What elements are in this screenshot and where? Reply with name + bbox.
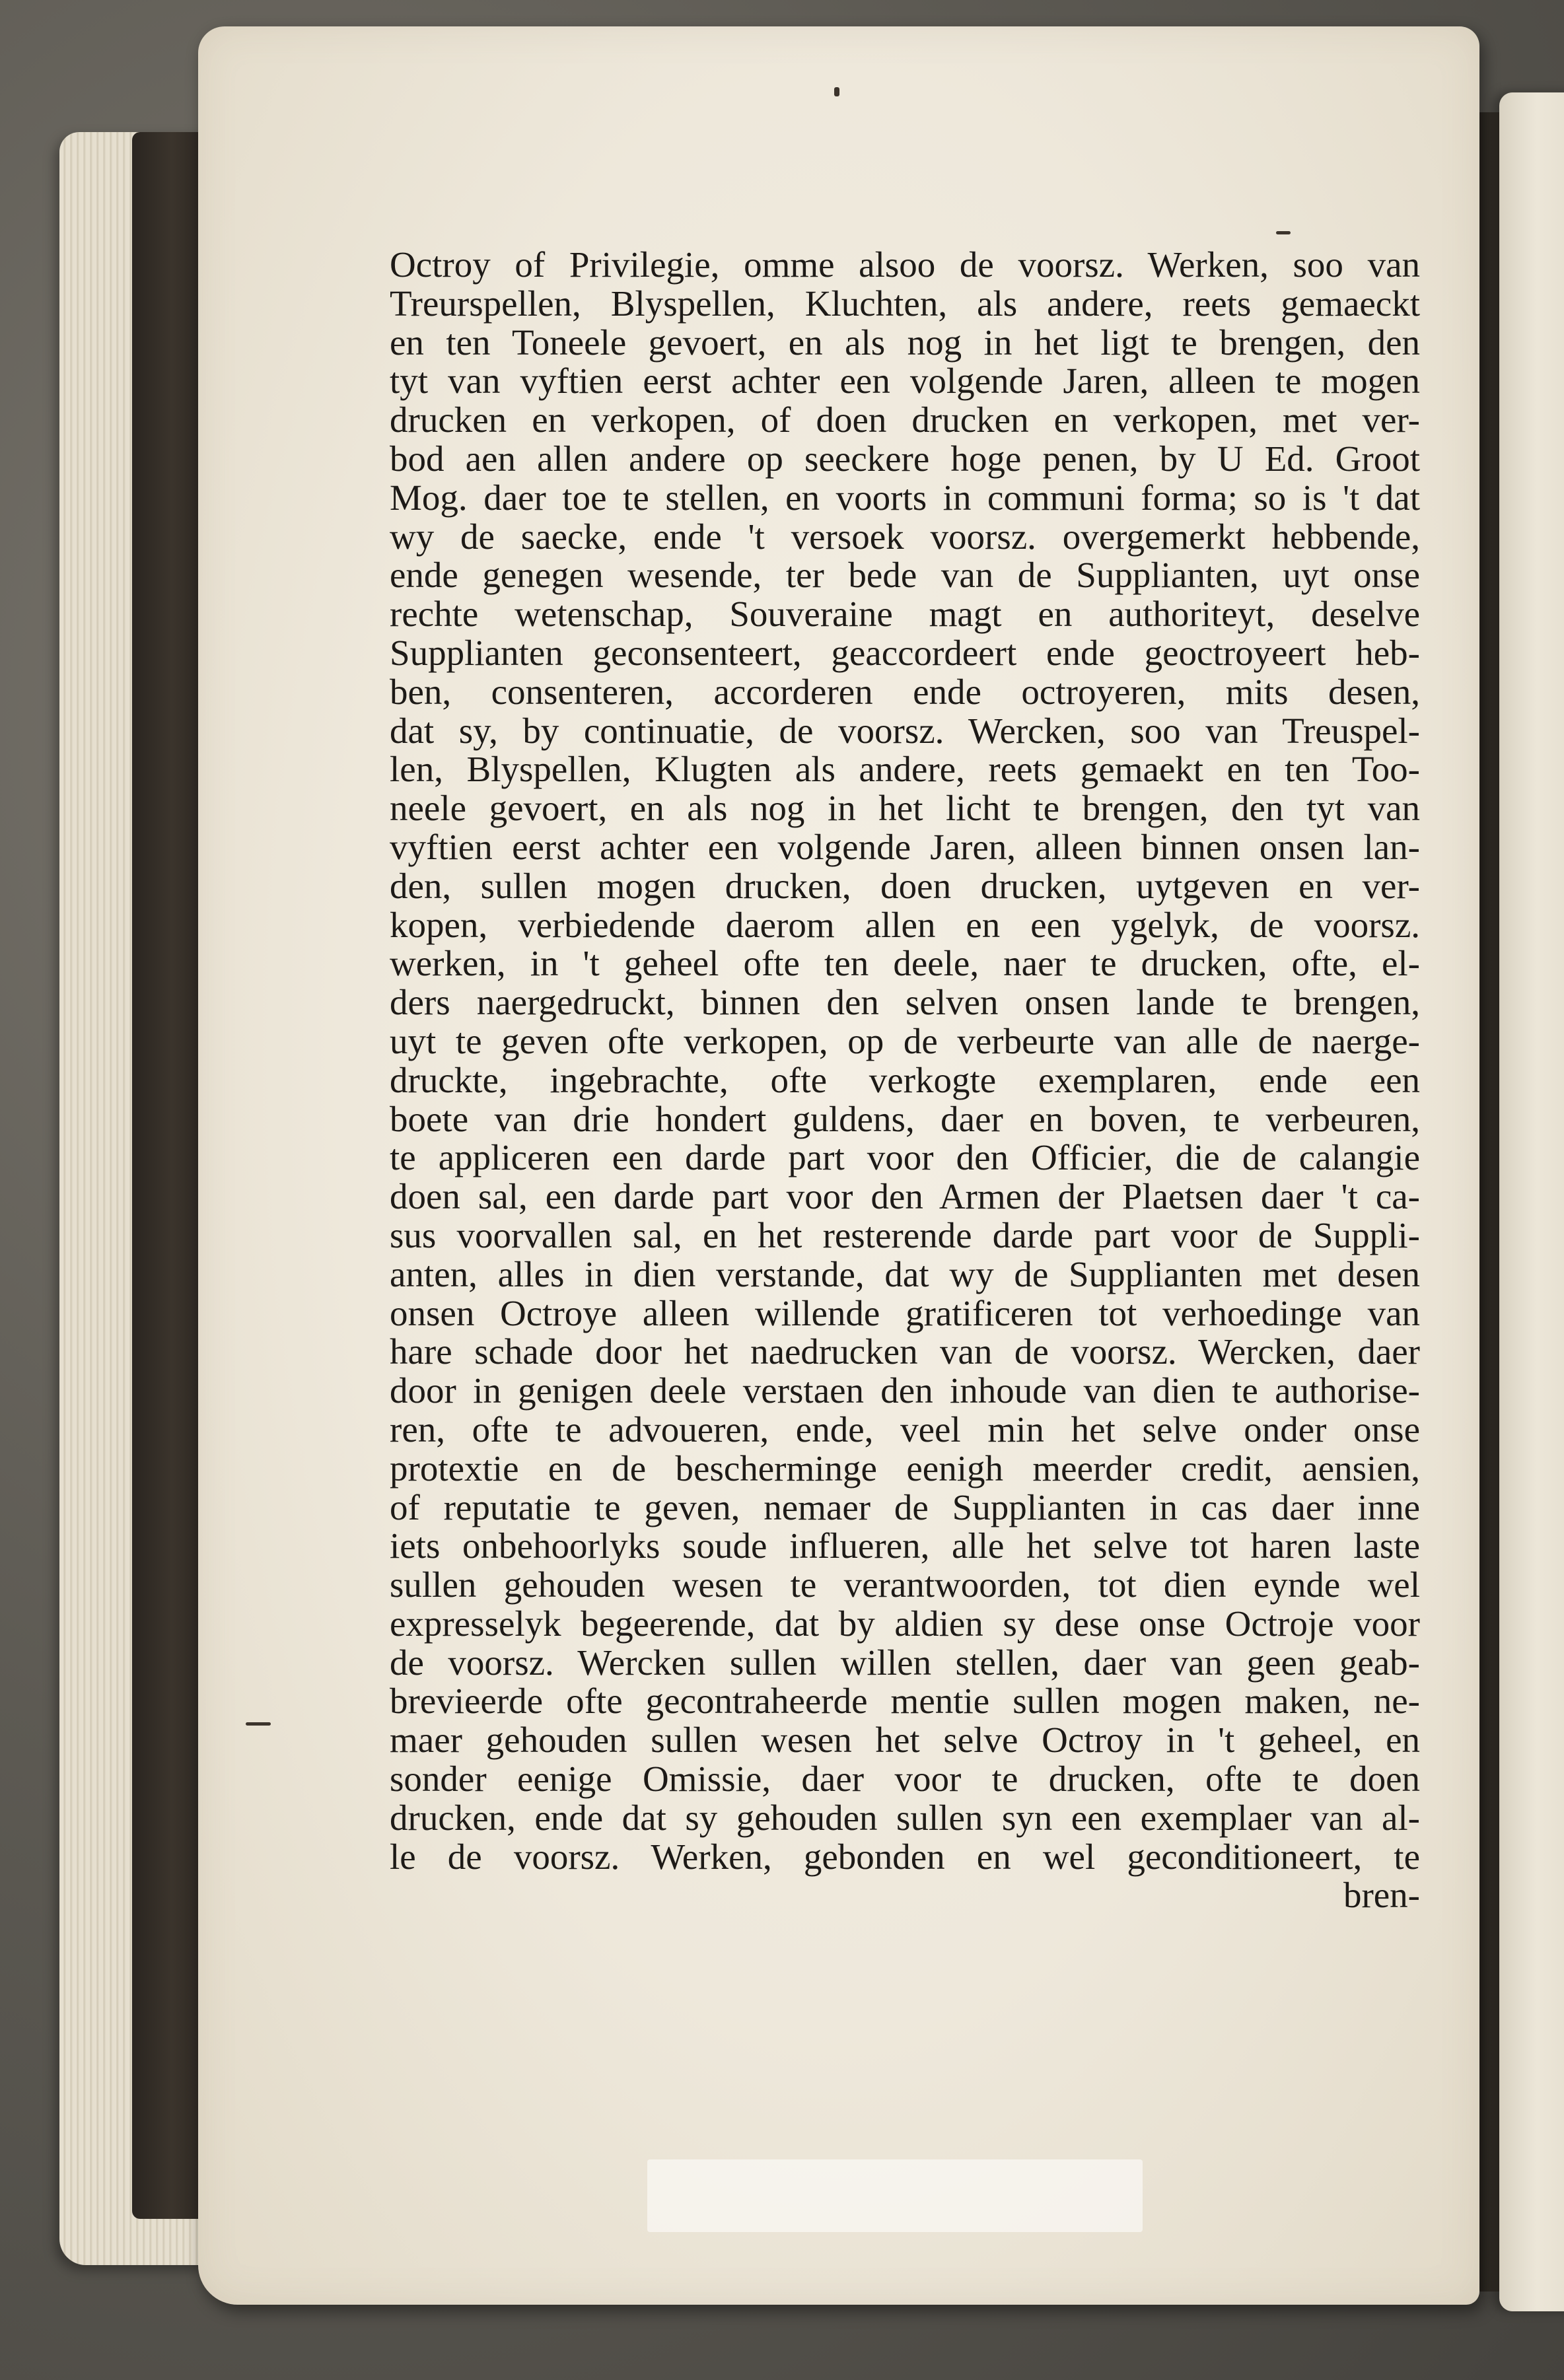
margin-mark <box>1276 231 1291 234</box>
text-line: expresselyk begeerende, dat by aldien sy dese onse Octroje voor <box>390 1603 1420 1644</box>
page-text <box>390 246 1420 1915</box>
text-line: rechte wetenschap, Souveraine magt en authoriteyt, deselve <box>390 594 1420 635</box>
text-line: door in genigen deele verstaen den inhoude van dien te authorise- <box>390 1370 1420 1411</box>
text-line: den, sullen mogen drucken, doen drucken, uytgeven en ver- <box>390 865 1420 906</box>
text-line: ders naergedruckt, binnen den selven onsen lande te brengen, <box>390 982 1420 1023</box>
text-line: drucken en verkopen, of doen drucken en verkopen, met ver- <box>390 400 1420 440</box>
text-line: brevieerde ofte gecontraheerde mentie sullen mogen maken, ne- <box>390 1681 1420 1722</box>
text-line: vyftien eerst achter een volgende Jaren, alleen binnen onsen lan- <box>390 826 1420 867</box>
text-line: wy de saecke, ende 't versoek voorsz. overgemerkt hebbende, <box>390 516 1420 557</box>
margin-mark <box>834 87 839 96</box>
text-line: ren, ofte te advoueren, ende, veel min het selve onder onse <box>390 1409 1420 1450</box>
text-line: sullen gehouden wesen te verantwoorden, tot dien eynde wel <box>390 1564 1420 1605</box>
text-line: te appliceren een darde part voor den Officier, die de calangie <box>390 1137 1420 1178</box>
text-line: protextie en de bescherminge eenigh meerder credit, aensien, <box>390 1448 1420 1488</box>
text-line: uyt te geven ofte verkopen, op de verbeurte van alle de naerge- <box>390 1020 1420 1061</box>
text-line: dat sy, by continuatie, de voorsz. Wercken, soo van Treuspel- <box>390 710 1420 751</box>
text-line: len, Blyspellen, Klugten als andere, reets gemaekt en ten Too- <box>390 749 1420 790</box>
text-line: boete van drie hondert guldens, daer en boven, te verbeuren, <box>390 1098 1420 1139</box>
text-line: anten, alles in dien verstande, dat wy de Supplianten met desen <box>390 1253 1420 1294</box>
text-line: onsen Octroye alleen willende gratificeren tot verhoedinge van <box>390 1292 1420 1333</box>
text-line: bod aen allen andere op seeckere hoge penen, by U Ed. Groot <box>390 438 1420 479</box>
text-line: sus voorvallen sal, en het resterende darde part voor de Suppli- <box>390 1214 1420 1255</box>
text-line: drucken, ende dat sy gehouden sullen syn een exemplaer van al- <box>390 1797 1420 1838</box>
text-line: maer gehouden sullen wesen het selve Octroy in 't geheel, en <box>390 1720 1420 1761</box>
text-line: Octroy of Privilegie, omme alsoo de voorsz. Werken, soo van <box>390 244 1420 285</box>
text-line: hare schade door het naedrucken van de voorsz. Wercken, daer <box>390 1331 1420 1372</box>
text-line: Mog. daer toe te stellen, en voorts in communi forma; so is 't dat <box>390 477 1420 518</box>
text-line: kopen, verbiedende daerom allen en een ygelyk, de voorsz. <box>390 904 1420 945</box>
text-line: ben, consenteren, accorderen ende octroyeren, mits desen, <box>390 671 1420 712</box>
text-line: le de voorsz. Werken, gebonden en wel geconditioneert, te <box>390 1836 1420 1877</box>
text-line: of reputatie te geven, nemaer de Supplianten in cas daer inne <box>390 1487 1420 1527</box>
text-line: tyt van vyftien eerst achter een volgende Jaren, alleen te mogen <box>390 361 1420 402</box>
text-line: werken, in 't geheel ofte ten deele, naer te drucken, ofte, el- <box>390 943 1420 984</box>
catchword: bren- <box>1343 1875 1420 1916</box>
text-line: neele gevoert, en als nog in het licht te brengen, den tyt van <box>390 788 1420 829</box>
text-line: doen sal, een darde part voor den Armen der Plaetsen daer 't ca- <box>390 1176 1420 1217</box>
facing-page <box>1499 92 1564 2311</box>
text-line: druckte, ingebrachte, ofte verkogte exemplaren, ende een <box>390 1059 1420 1100</box>
margin-mark <box>246 1722 271 1726</box>
text-line: en ten Toneele gevoert, en als nog in het ligt te brengen, den <box>390 322 1420 363</box>
text-line: Treurspellen, Blyspellen, Kluchten, als andere, reets gemaeckt <box>390 283 1420 324</box>
text-line: Supplianten geconsenteert, geaccordeert ende geoctroyeert heb- <box>390 632 1420 673</box>
text-line: de voorsz. Wercken sullen willen stellen, daer van geen geab- <box>390 1642 1420 1683</box>
text-line: ende genegen wesende, ter bede van de Supplianten, uyt onse <box>390 555 1420 596</box>
paper-patch <box>647 2159 1143 2232</box>
text-line: sonder eenige Omissie, daer voor te drucken, ofte te doen <box>390 1759 1420 1800</box>
text-line: iets onbehoorlyks soude influeren, alle het selve tot haren laste <box>390 1525 1420 1566</box>
